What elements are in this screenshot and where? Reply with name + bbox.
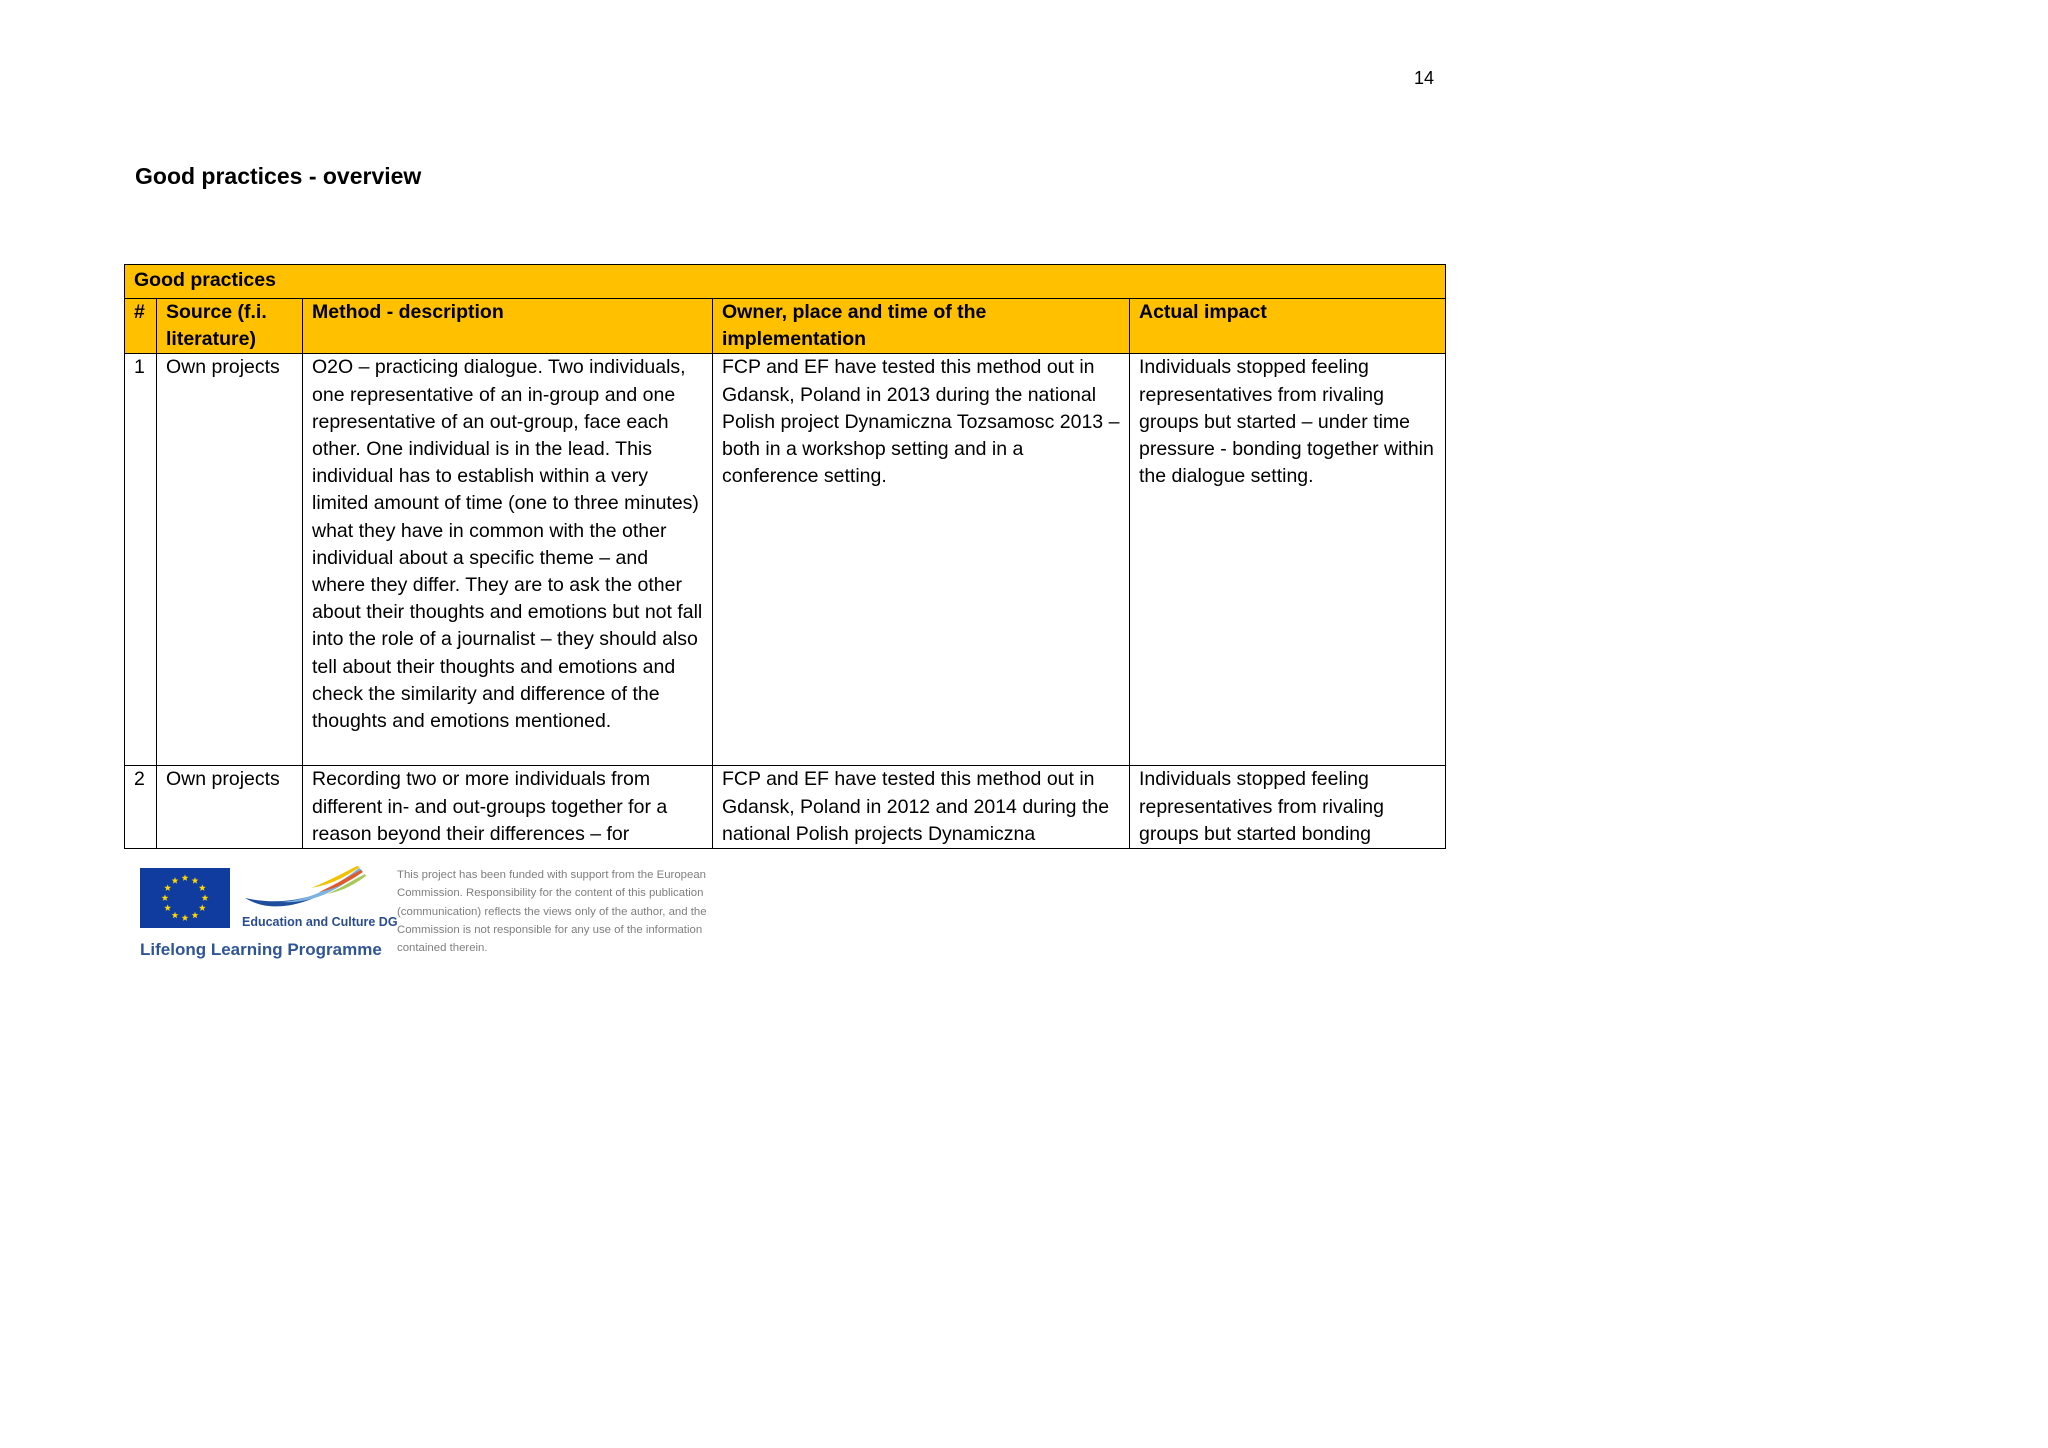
eu-star-icon [199, 884, 206, 891]
eu-star-icon [182, 914, 189, 921]
header-owner: Owner, place and time of the implementation [713, 299, 1130, 354]
row-source: Own projects [157, 766, 303, 849]
funding-disclaimer: This project has been funded with support from the European Commission. Responsibility for the content of this publication (communication) reflects the views only of the author, and the Commission is not responsible for any use of the information contained therein. [397, 869, 707, 955]
eu-star-icon [192, 912, 199, 919]
row-impact: Individuals stopped feeling representatives from rivaling groups but started bonding [1130, 766, 1446, 849]
table-row [125, 354, 1446, 766]
header-impact: Actual impact [1130, 299, 1446, 354]
eu-star-icon [172, 912, 179, 919]
eu-flag-stars [140, 868, 230, 928]
eu-star-icon [202, 894, 209, 901]
row-source: Own projects [157, 354, 303, 766]
good-practices-table [124, 264, 1446, 849]
eu-star-icon [164, 884, 171, 891]
table-title-row [125, 265, 1446, 299]
row-method: Recording two or more individuals from different in- and out-groups together for a reason beyond their differences – for [303, 766, 713, 849]
eu-star-icon [162, 894, 169, 901]
table-row [125, 766, 1446, 849]
eu-star-icon [199, 904, 206, 911]
row-number: 2 [125, 766, 157, 849]
dg-label: Education and Culture DG [242, 915, 398, 929]
page-title: Good practices - overview [135, 163, 422, 189]
eu-star-icon [182, 874, 189, 881]
header-number: # [125, 299, 157, 354]
row-impact: Individuals stopped feeling representatives from rivaling groups but started – under time pressure - bonding together within the dialogue setting. [1130, 354, 1446, 766]
eu-flag-icon [140, 868, 230, 928]
eu-star-icon [172, 877, 179, 884]
page-number: 14 [1413, 68, 1434, 88]
row-method: O2O – practicing dialogue. Two individuals, one representative of an in-group and one representative of an out-group, face each other. One individual is in the lead. This individual has to establish within a very limited amount of time (one to three minutes) what they have in common with the other individual about a specific theme – and where they differ. They are to ask the other about their thoughts and emotions but not fall into the role of a journalist – they should also tell about their thoughts and emotions and check the similarity and difference of the thoughts and emotions mentioned. [303, 354, 713, 766]
eu-star-icon [164, 904, 171, 911]
row-owner: FCP and EF have tested this method out in Gdansk, Poland in 2012 and 2014 during the national Polish projects Dynamiczna [713, 766, 1130, 849]
row-number: 1 [125, 354, 157, 766]
header-source: Source (f.i. literature) [157, 299, 303, 354]
funding-footer [140, 864, 740, 968]
table-title: Good practices [125, 265, 1446, 299]
programme-label: Lifelong Learning Programme [140, 940, 382, 959]
row-owner: FCP and EF have tested this method out in Gdansk, Poland in 2013 during the national Polish project Dynamiczna Tozsamosc 2013 – both in a workshop setting and in a conference setting. [713, 354, 1130, 766]
eu-star-icon [192, 877, 199, 884]
header-method: Method - description [303, 299, 713, 354]
table-header-row [125, 299, 1446, 354]
